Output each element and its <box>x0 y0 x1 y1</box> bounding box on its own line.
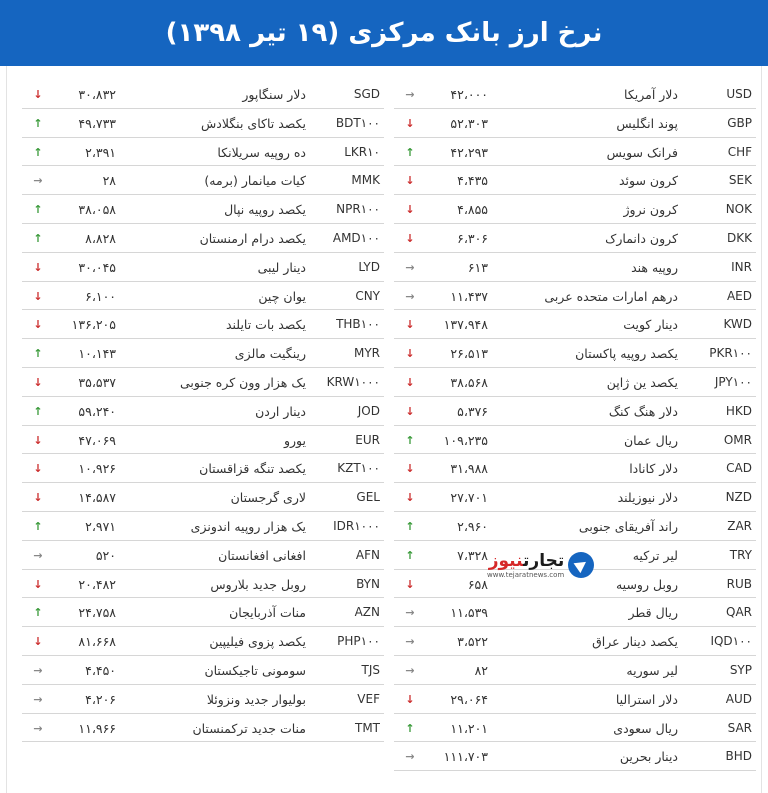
rate-row <box>22 454 384 483</box>
arrow-up-icon: ↑ <box>33 347 43 361</box>
rate-row <box>22 80 384 109</box>
arrow-up-icon: ↑ <box>33 203 43 217</box>
currency-name: فرانک سویس <box>606 144 678 160</box>
currency-code: OMR <box>723 432 752 447</box>
rate-row <box>22 598 384 627</box>
rate-value: ۶،۳۰۶ <box>457 230 488 246</box>
rate-value: ۳۰،۰۴۵ <box>78 259 116 275</box>
arrow-down-icon: ↓ <box>33 433 43 447</box>
arrow-up-icon: ↑ <box>405 433 415 447</box>
arrow-up-icon: ↑ <box>405 721 415 735</box>
arrow-up-icon: ↑ <box>33 606 43 620</box>
rate-row <box>394 714 756 743</box>
rate-value: ۱۰،۱۴۳ <box>78 346 116 362</box>
rate-row <box>22 714 384 743</box>
currency-code: AMD۱۰۰ <box>332 230 380 245</box>
currency-name: یک هزار روپیه اندونزی <box>190 518 306 534</box>
rate-value: ۱۱،۲۰۱ <box>450 720 488 736</box>
arrow-up-icon: ↑ <box>33 519 43 533</box>
currency-name: رینگیت مالزی <box>234 346 306 362</box>
rate-value: ۴۹،۷۳۳ <box>78 115 116 131</box>
arrow-right-icon: → <box>33 548 43 562</box>
tejaratnews-watermark <box>487 548 607 582</box>
rate-value: ۴،۴۵۰ <box>85 662 116 678</box>
currency-code: KWD <box>723 317 752 332</box>
rate-row <box>394 224 756 253</box>
watermark-logo-text: تجارتنیوز <box>488 551 565 571</box>
rate-value: ۵،۳۷۶ <box>457 403 488 419</box>
currency-name: یورو <box>283 432 306 448</box>
rate-value: ۸،۸۲۸ <box>85 230 116 246</box>
currency-name: افغانی افغانستان <box>218 547 306 563</box>
arrow-down-icon: ↓ <box>33 375 43 389</box>
rate-row <box>394 742 756 771</box>
arrow-right-icon: → <box>33 174 43 188</box>
rate-row <box>22 426 384 455</box>
currency-name: دینار لیبی <box>257 259 306 275</box>
rate-row <box>394 339 756 368</box>
rate-row <box>394 138 756 167</box>
currency-name: ریال سعودی <box>613 720 678 736</box>
arrow-up-icon: ↑ <box>405 519 415 533</box>
currency-name: دینار بحرین <box>619 749 678 765</box>
currency-code: DKK <box>727 230 752 245</box>
rate-value: ۶۵۸ <box>467 576 488 592</box>
rate-row <box>22 166 384 195</box>
currency-code: CHF <box>727 144 752 159</box>
page-title: نرخ ارز بانک مرکزی (۱۹ تیر ۱۳۹۸) <box>165 18 603 48</box>
currency-name: منات جدید ترکمنستان <box>192 720 306 736</box>
arrow-right-icon: → <box>405 289 415 303</box>
currency-code: NOK <box>725 202 752 217</box>
rate-row <box>394 397 756 426</box>
arrow-down-icon: ↓ <box>405 203 415 217</box>
rate-row <box>22 627 384 656</box>
rate-value: ۶،۱۰۰ <box>85 288 116 304</box>
rate-value: ۸۲ <box>474 662 488 678</box>
rate-value: ۲۷،۷۰۱ <box>450 490 488 506</box>
rate-value: ۳،۵۲۲ <box>457 634 488 650</box>
rate-row <box>394 598 756 627</box>
currency-code: LKR۱۰ <box>344 144 380 159</box>
currency-name: دینار کویت <box>623 317 678 333</box>
currency-code: SEK <box>728 173 752 188</box>
currency-code: BDT۱۰۰ <box>335 115 380 130</box>
rate-value: ۷،۳۲۸ <box>457 547 488 563</box>
currency-code: IDR۱۰۰۰ <box>333 518 380 533</box>
currency-code: NZD <box>725 490 752 505</box>
rate-row <box>22 656 384 685</box>
rate-row <box>394 512 756 541</box>
currency-code: BHD <box>725 749 752 764</box>
rate-value: ۵۹،۲۴۰ <box>78 403 116 419</box>
rate-value: ۱۳۶،۲۰۵ <box>71 317 116 333</box>
currency-code: NPR۱۰۰ <box>336 202 380 217</box>
arrow-down-icon: ↓ <box>405 404 415 418</box>
watermark-site: www.tejaratnews.com <box>487 571 565 579</box>
arrow-down-icon: ↓ <box>405 491 415 505</box>
rate-row <box>22 310 384 339</box>
currency-code: TJS <box>361 662 380 677</box>
rate-row <box>394 109 756 138</box>
currency-code: KRW۱۰۰۰ <box>326 374 380 389</box>
currency-name: یکصد بات تایلند <box>225 317 306 333</box>
arrow-up-icon: ↑ <box>33 404 43 418</box>
currency-name: دلار هنگ کنگ <box>608 403 678 419</box>
rate-value: ۲،۹۶۰ <box>457 518 488 534</box>
rate-value: ۴،۲۰۶ <box>85 691 116 707</box>
arrow-right-icon: → <box>405 635 415 649</box>
arrow-down-icon: ↓ <box>33 289 43 303</box>
currency-name: دلار استرالیا <box>615 691 678 707</box>
currency-name: دلار سنگاپور <box>242 87 306 102</box>
arrow-up-icon: ↑ <box>33 231 43 245</box>
currency-name: پوند انگلیس <box>616 115 678 131</box>
currency-code: PHP۱۰۰ <box>337 634 380 649</box>
currency-code: BYN <box>356 576 380 591</box>
arrow-down-icon: ↓ <box>33 462 43 476</box>
currency-name: دلار کانادا <box>629 461 678 477</box>
currency-code: AED <box>726 288 752 303</box>
rate-row <box>22 397 384 426</box>
currency-name: دلار آمریکا <box>624 87 678 102</box>
currency-code: SYP <box>729 662 752 677</box>
currency-name: یکصد درام ارمنستان <box>199 230 306 246</box>
rate-value: ۳۱،۹۸۸ <box>450 461 488 477</box>
tejaratnews-logo-icon <box>568 552 594 578</box>
currency-name: یکصد روپیه پاکستان <box>575 346 678 362</box>
currency-name: یکصد دینار عراق <box>592 634 678 650</box>
rate-row <box>394 426 756 455</box>
currency-code: ZAR <box>727 518 752 533</box>
currency-name: راند آفریقای جنوبی <box>578 518 678 534</box>
rate-row <box>22 109 384 138</box>
currency-name: دلار نیوزیلند <box>617 490 678 506</box>
currency-code: HKD <box>725 403 752 418</box>
currency-name: یکصد تنگه قزاقستان <box>199 461 306 477</box>
currency-code: MYR <box>353 346 380 361</box>
currency-code: AFN <box>355 547 380 562</box>
rate-row <box>22 339 384 368</box>
currency-code: CNY <box>355 288 380 303</box>
currency-code: MMK <box>351 173 380 188</box>
arrow-down-icon: ↓ <box>33 88 43 101</box>
currency-name: درهم امارات متحده عربی <box>544 288 678 304</box>
arrow-down-icon: ↓ <box>405 577 415 591</box>
currency-code: EUR <box>355 432 380 447</box>
currency-name: ریال قطر <box>628 605 678 621</box>
rate-row <box>22 253 384 282</box>
currency-name: یک هزار وون کره جنوبی <box>179 374 306 390</box>
rate-row <box>394 253 756 282</box>
rate-value: ۲،۹۷۱ <box>85 518 116 534</box>
currency-name: کیات میانمار (برمه) <box>204 173 306 189</box>
rate-row <box>394 627 756 656</box>
rate-value: ۴،۴۳۵ <box>457 173 488 189</box>
currency-name: لیر ترکیه <box>632 547 678 563</box>
currency-name: منات آذربایجان <box>229 605 306 621</box>
rate-value: ۴،۸۵۵ <box>457 202 488 218</box>
arrow-up-icon: ↑ <box>33 145 43 159</box>
currency-code: SGD <box>353 87 380 101</box>
currency-name: دینار اردن <box>255 403 306 419</box>
currency-code: CAD <box>726 461 752 476</box>
rate-value: ۸۱،۶۶۸ <box>78 634 116 650</box>
rate-value: ۱۰۹،۲۳۵ <box>443 432 488 448</box>
currency-code: SAR <box>727 720 752 735</box>
rate-value: ۱۳۷،۹۴۸ <box>443 317 488 333</box>
currency-name: یکصد ین ژاپن <box>606 374 678 390</box>
rate-row <box>394 282 756 311</box>
currency-code: LYD <box>358 259 380 274</box>
arrow-down-icon: ↓ <box>33 635 43 649</box>
currency-code: KZT۱۰۰ <box>337 461 380 476</box>
currency-code: PKR۱۰۰ <box>709 346 752 361</box>
currency-name: ریال عمان <box>623 432 678 448</box>
rate-value: ۱۱،۴۳۷ <box>450 288 488 304</box>
rate-value: ۱۰،۹۲۶ <box>78 461 116 477</box>
currency-code: AUD <box>725 691 752 706</box>
currency-code: IQD۱۰۰ <box>710 634 752 649</box>
rate-value: ۳۸،۵۶۸ <box>450 374 488 390</box>
currency-name: ده روپیه سریلانکا <box>217 144 306 160</box>
rate-value: ۵۲۰ <box>95 547 116 563</box>
rate-row <box>394 656 756 685</box>
arrow-down-icon: ↓ <box>405 692 415 706</box>
page-header <box>0 0 768 66</box>
currency-code: AZN <box>354 605 380 620</box>
rate-value: ۲۸ <box>102 173 116 189</box>
currency-name: یوان چین <box>258 288 306 304</box>
rate-value: ۵۲،۳۰۳ <box>450 115 488 131</box>
rate-value: ۱۱،۹۶۶ <box>78 720 116 736</box>
currency-name: لیر سوریه <box>626 662 678 678</box>
rate-value: ۴۷،۰۶۹ <box>78 432 116 448</box>
rate-value: ۴۲،۰۰۰ <box>450 87 488 102</box>
arrow-down-icon: ↓ <box>405 231 415 245</box>
rate-row <box>394 454 756 483</box>
currency-code: USD <box>726 87 752 101</box>
currency-name: سومونی تاجیکستان <box>204 662 306 678</box>
currency-name: کرون دانمارک <box>605 230 678 246</box>
rates-column-left <box>22 80 384 742</box>
arrow-right-icon: → <box>33 663 43 677</box>
arrow-up-icon: ↑ <box>405 548 415 562</box>
arrow-down-icon: ↓ <box>33 577 43 591</box>
rate-row <box>22 483 384 512</box>
arrow-up-icon: ↑ <box>405 145 415 159</box>
rate-value: ۱۱۱،۷۰۳ <box>443 749 488 765</box>
currency-code: JOD <box>357 403 380 418</box>
currency-code: INR <box>731 259 752 274</box>
currency-name: کرون نروژ <box>623 202 678 218</box>
arrow-up-icon: ↑ <box>33 116 43 130</box>
rates-column-right <box>394 80 756 771</box>
currency-name: یکصد پزوی فیلیپین <box>209 634 306 650</box>
currency-code: VEF <box>357 691 380 706</box>
rate-value: ۲۰،۴۸۲ <box>78 576 116 592</box>
rate-value: ۱۱،۵۳۹ <box>450 605 488 621</box>
rate-row <box>22 512 384 541</box>
rate-row <box>22 282 384 311</box>
currency-code: QAR <box>726 605 752 620</box>
rate-value: ۲۹،۰۶۴ <box>450 691 488 707</box>
rate-row <box>394 310 756 339</box>
rate-row <box>394 368 756 397</box>
arrow-right-icon: → <box>405 663 415 677</box>
rate-row <box>394 166 756 195</box>
rate-row <box>22 195 384 224</box>
currency-code: GBP <box>727 115 752 130</box>
currency-code: RUB <box>726 576 752 591</box>
arrow-right-icon: → <box>405 88 415 101</box>
rate-value: ۶۱۳ <box>467 259 488 275</box>
currency-name: روبل جدید بلاروس <box>210 576 306 592</box>
currency-code: GEL <box>356 490 380 505</box>
currency-name: روپیه هند <box>631 259 678 275</box>
rate-value: ۴۲،۲۹۳ <box>450 144 488 160</box>
rate-row <box>394 685 756 714</box>
currency-name: یکصد روپیه نپال <box>224 202 306 218</box>
rate-value: ۱۴،۵۸۷ <box>78 490 116 506</box>
arrow-down-icon: ↓ <box>405 462 415 476</box>
arrow-right-icon: → <box>33 721 43 735</box>
rate-row <box>22 541 384 570</box>
currency-code: THB۱۰۰ <box>336 317 380 332</box>
arrow-right-icon: → <box>33 692 43 706</box>
arrow-down-icon: ↓ <box>405 318 415 332</box>
arrow-down-icon: ↓ <box>405 174 415 188</box>
arrow-down-icon: ↓ <box>405 347 415 361</box>
rate-row <box>22 570 384 599</box>
arrow-right-icon: → <box>405 750 415 764</box>
arrow-down-icon: ↓ <box>33 318 43 332</box>
arrow-right-icon: → <box>405 606 415 620</box>
rate-value: ۳۸،۰۵۸ <box>78 202 116 218</box>
currency-name: یکصد تاکای بنگلادش <box>201 115 306 131</box>
rate-value: ۲۶،۵۱۳ <box>450 346 488 362</box>
arrow-down-icon: ↓ <box>405 116 415 130</box>
rate-value: ۲،۳۹۱ <box>85 144 116 160</box>
arrow-right-icon: → <box>405 260 415 274</box>
arrow-down-icon: ↓ <box>405 375 415 389</box>
rate-row <box>22 224 384 253</box>
currency-name: بولیوار جدید ونزوئلا <box>206 691 306 707</box>
currency-code: TRY <box>729 547 752 562</box>
rate-value: ۳۰،۸۳۲ <box>78 87 116 102</box>
currency-code: TMT <box>354 720 380 735</box>
rate-row <box>22 685 384 714</box>
rate-row <box>394 483 756 512</box>
rate-row <box>394 80 756 109</box>
currency-code: JPY۱۰۰ <box>714 374 752 389</box>
arrow-down-icon: ↓ <box>33 260 43 274</box>
rate-row <box>22 368 384 397</box>
rate-row <box>22 138 384 167</box>
rate-value: ۲۴،۷۵۸ <box>78 605 116 621</box>
arrow-down-icon: ↓ <box>33 491 43 505</box>
rate-row <box>394 195 756 224</box>
currency-name: روبل روسیه <box>615 576 678 592</box>
rate-value: ۳۵،۵۳۷ <box>78 374 116 390</box>
currency-name: لاری گرجستان <box>230 490 306 506</box>
currency-name: کرون سوئد <box>618 173 678 189</box>
